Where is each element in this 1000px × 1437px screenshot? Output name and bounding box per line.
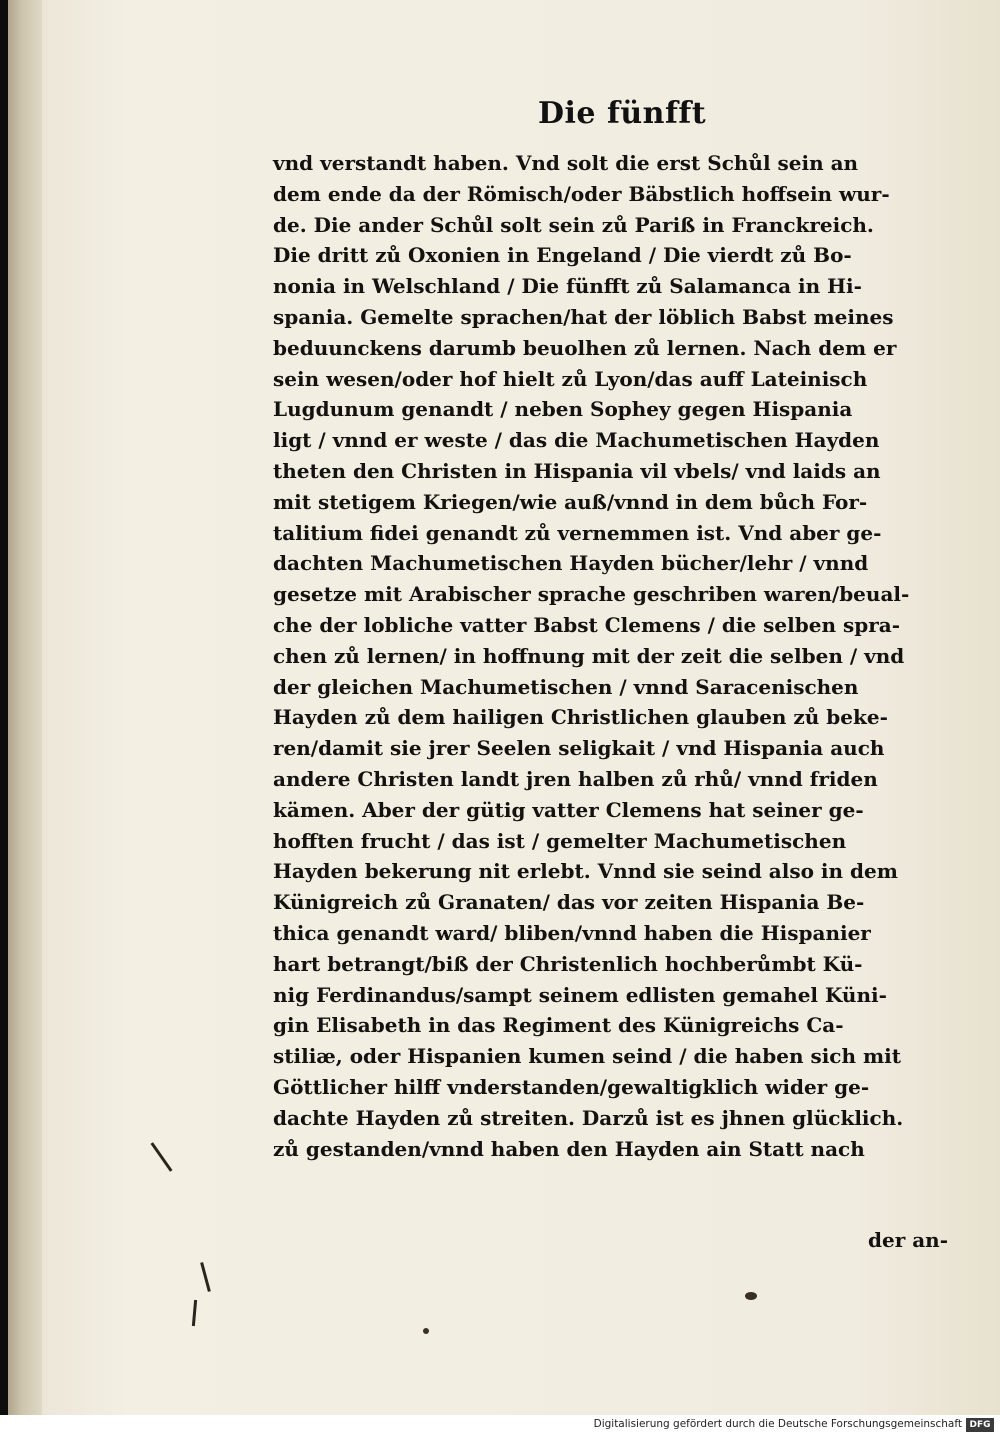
text-line: talitium fidei genandt zů vernemmen ist. Vnd aber ge- [273,520,882,545]
text-line: ren/damit sie jrer Seelen seligkait / vnd Hispania auch [273,736,885,761]
text-line: de. Die ander Schůl solt sein zů Pariß in Franckreich. [273,212,874,237]
catchword: der an- [868,1228,949,1252]
text-line: vnd verstandt haben. Vnd solt die erst Schůl sein an [273,151,859,175]
page-mark [151,1142,173,1172]
text-line: che der lobliche vatter Babst Clemens / die selben spra- [273,612,900,637]
text-line: gin Elisabeth in das Regiment des Künigreichs Ca- [273,1013,844,1038]
page-binding-edge [8,0,42,1415]
text-line: chen zů lernen/ in hoffnung mit der zeit die selben / vnd [273,643,905,668]
text-line: kämen. Aber der gütig vatter Clemens hat seiner ge- [273,797,864,822]
text-line: Göttlicher hilff vnderstanden/gewaltigklich wider ge- [273,1074,870,1099]
dfg-logo: DFG [966,1418,994,1432]
ink-stain [423,1328,429,1334]
book-page [8,0,1000,1415]
text-line: gesetze mit Arabischer sprache geschriben waren/beual- [273,582,910,607]
ink-stain [745,1292,757,1300]
text-line: Künigreich zů Granaten/ das vor zeiten Hispania Be- [273,890,865,915]
text-line: der gleichen Machumetischen / vnnd Saracenischen [273,674,859,699]
text-line: hart betrangt/biß der Christenlich hochberůmbt Kü- [273,951,863,976]
page-mark [192,1300,197,1326]
text-line: zů gestanden/vnnd haben den Hayden ain Statt nach [273,1136,865,1161]
text-line: hofften frucht / das ist / gemelter Machumetischen [273,828,847,853]
text-line: beduunckens darumb beuolhen zů lernen. Nach dem er [273,335,897,360]
text-line: Lugdunum genandt / neben Sophey gegen Hispania [273,397,853,422]
text-line: ligt / vnnd er weste / das die Machumetischen Hayden [273,428,880,453]
footer-credit: Digitalisierung gefördert durch die Deutsche Forschungsgemeinschaft [593,1418,962,1430]
text-line: nonia in Welschland / Die fünfft zů Salamanca in Hi- [273,274,862,299]
text-line: stiliæ, oder Hispanien kumen seind / die haben sich mit [273,1044,901,1069]
text-line: thica genandt ward/ bliben/vnnd haben die Hispanier [273,920,871,945]
text-line: Hayden bekerung nit erlebt. Vnnd sie seind also in dem [273,859,898,884]
text-line: dem ende da der Römisch/oder Bäbstlich hoffsein wur- [273,181,890,206]
text-line: nig Ferdinandus/sampt seinem edlisten gemahel Küni- [273,982,887,1007]
running-head: Die fünfft [538,96,707,131]
text-line: andere Christen landt jren halben zů rhů/ vnnd friden [273,766,878,791]
text-line: mit stetigem Kriegen/wie auß/vnnd in dem bůch For- [273,489,868,514]
text-line: Die dritt zů Oxonien in Engeland / Die vierdt zů Bo- [273,243,852,268]
text-line: dachte Hayden zů streiten. Darzů ist es jhnen glücklich. [273,1105,904,1130]
text-line: theten den Christen in Hispania vil vbels/ vnd laids an [273,458,881,483]
text-line: Hayden zů dem hailigen Christlichen glauben zů beke- [273,705,888,730]
body-text [273,148,973,1164]
text-line: spania. Gemelte sprachen/hat der löblich Babst meines [273,304,894,329]
text-line: dachten Machumetischen Hayden bücher/lehr / vnnd [273,551,869,576]
footer-bar [0,1415,1000,1437]
text-line: sein wesen/oder hof hielt zů Lyon/das auff Lateinisch [273,366,868,391]
page-mark [200,1262,211,1292]
